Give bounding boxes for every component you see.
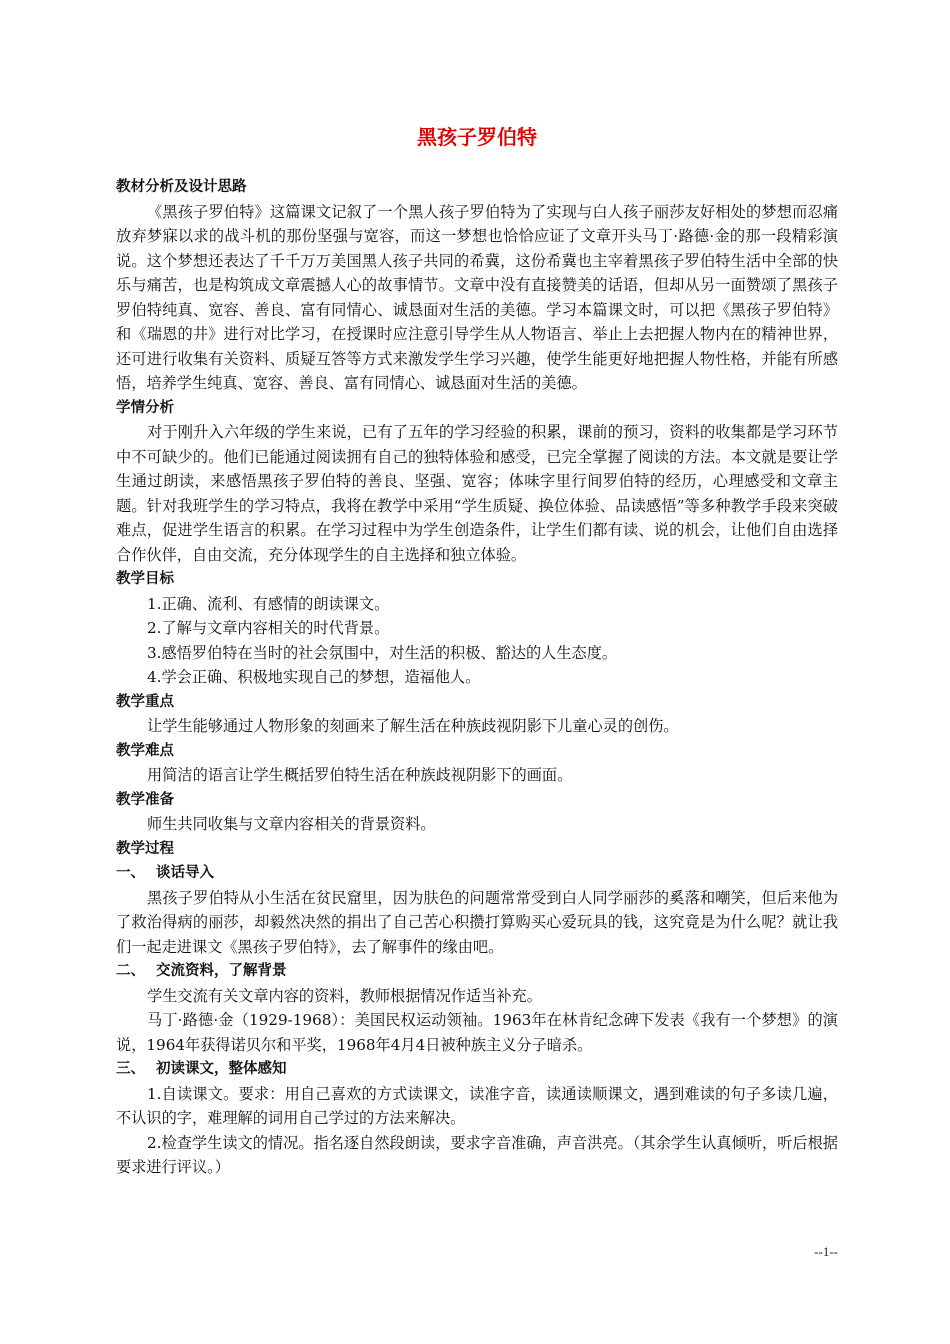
section-prep xyxy=(116,788,838,837)
section-heading: 教学准备 xyxy=(116,791,174,808)
step-heading xyxy=(116,959,838,984)
goal-item: 2.了解与文章内容相关的时代背景。 xyxy=(147,619,390,637)
section-heading: 教学目标 xyxy=(116,571,174,587)
section-heading: 学情分析 xyxy=(116,399,174,416)
step-title: 交流资料，了解背景 xyxy=(156,963,287,979)
step-title: 初读课文，整体感知 xyxy=(156,1061,287,1077)
paragraph: 对于刚升入六年级的学生来说，已有了五年的学习经验的积累，课前的预习，资料的收集都是学习环节中不可缺少的。他们已能通过阅读拥有自己的独特体验和感受，已完全掌握了阅读的方法。本文就是要让学生通过朗读，来感悟黑孩子罗伯特的善良、坚强、宽容；体味字里行间罗伯特的经历，心理感受和文章主题。针对我班学生的学习特点，我将在教学中采用“学生质疑、换位体验、品读感悟”等多种教学手段来突破难点，促进学生语言的积累。在学习过程中为学生创造条件，让学生们都有读、说的机会，让他们自由选择合作伙伴，自由交流，充分体现学生的自主选择和独立体验。 xyxy=(116,423,838,564)
paragraph: 1.自读课文。要求：用自己喜欢的方式读课文，读准字音，读通读顺课文，遇到难读的句子多读几遍，不认识的字，难理解的词用自己学过的方法来解决。 xyxy=(116,1084,838,1127)
paragraph: 让学生能够通过人物形象的刻画来了解生活在种族歧视阴影下儿童心灵的创伤。 xyxy=(147,717,679,735)
paragraph: 《黑孩子罗伯特》这篇课文记叙了一个黑人孩子罗伯特为了实现与白人孩子丽莎友好相处的梦想而忍痛放弃梦寐以求的战斗机的那份坚强与宽容，而这一梦想也恰恰应证了文章开头马丁·路德·金的那一段精彩演说。这个梦想还表达了千千万万美国黑人孩子共同的希冀，这份希冀也主宰着黑孩子罗伯特生活中全部的快乐与痛苦，也是构筑成文章震撼人心的故事情节。文章中没有直接赞美的话语，但却从另一面赞颂了黑孩子罗伯特纯真、宽容、善良、富有同情心、诚恳面对生活的美德。学习本篇课文时，可以把《黑孩子罗伯特》和《瑞恩的井》进行对比学习，在授课时应注意引导学生从人物语言、举止上去把握人物内在的精神世界，还可进行收集有关资料、质疑互答等方式来激发学生学习兴趣，使学生能更好地把握人物性格，并能有所感悟，培养学生纯真、宽容、善良、富有同情心、诚恳面对生活的美德。 xyxy=(116,202,838,392)
section-heading: 教学重点 xyxy=(116,693,174,710)
paragraph: 马丁·路德·金（1929-1968）：美国民权运动领袖。1963年在林肯纪念碑下发表《我有一个梦想》的演说，1964年获得诺贝尔和平奖，1968年4月4日被种族主义分子暗杀。 xyxy=(116,1011,838,1054)
paragraph: 学生交流有关文章内容的资料，教师根据情况作适当补充。 xyxy=(147,986,542,1005)
paragraph: 用简洁的语言让学生概括罗伯特生活在种族歧视阴影下的画面。 xyxy=(147,766,573,784)
section-heading: 教学过程 xyxy=(116,840,174,857)
paragraph: 2.检查学生读文的情况。指名逐自然段朗读，要求字音准确，声音洪亮。（其余学生认真倾听，听后根据要求进行评议。） xyxy=(116,1133,838,1176)
step-heading xyxy=(116,861,838,886)
step-number: 三、 xyxy=(116,1061,145,1077)
page-number: --1-- xyxy=(814,1244,838,1259)
section-difficulty xyxy=(116,739,838,788)
section-goals xyxy=(116,567,838,690)
section-process xyxy=(116,837,838,1180)
step-number: 二、 xyxy=(116,963,145,979)
paragraph: 师生共同收集与文章内容相关的背景资料。 xyxy=(147,815,436,833)
step-number: 一、 xyxy=(116,865,145,881)
goal-item: 1.正确、流利、有感情的朗读课文。 xyxy=(147,594,390,613)
section-focus xyxy=(116,690,838,739)
step-title: 谈话导入 xyxy=(156,865,214,881)
section-heading: 教学难点 xyxy=(116,742,174,759)
section-heading: 教材分析及设计思路 xyxy=(116,179,247,195)
paragraph: 黑孩子罗伯特从小生活在贫民窟里，因为肤色的问题常常受到白人同学丽莎的奚落和嘲笑，但后来他为了救治得病的丽莎，却毅然决然的捐出了自己苦心积攒打算购买心爱玩具的钱，这究竟是为什么呢？就让我们一起走进课文《黑孩子罗伯特》，去了解事件的缘由吧。 xyxy=(116,888,838,956)
goal-item: 4.学会正确、积极地实现自己的梦想，造福他人。 xyxy=(147,668,481,686)
section-students xyxy=(116,396,838,568)
document-page xyxy=(116,116,838,1180)
document-title: 黑孩子罗伯特 xyxy=(417,125,537,149)
step-heading xyxy=(116,1057,838,1082)
goal-item: 3.感悟罗伯特在当时的社会氛围中，对生活的积极、豁达的人生态度。 xyxy=(147,643,618,662)
section-analysis xyxy=(116,175,838,396)
